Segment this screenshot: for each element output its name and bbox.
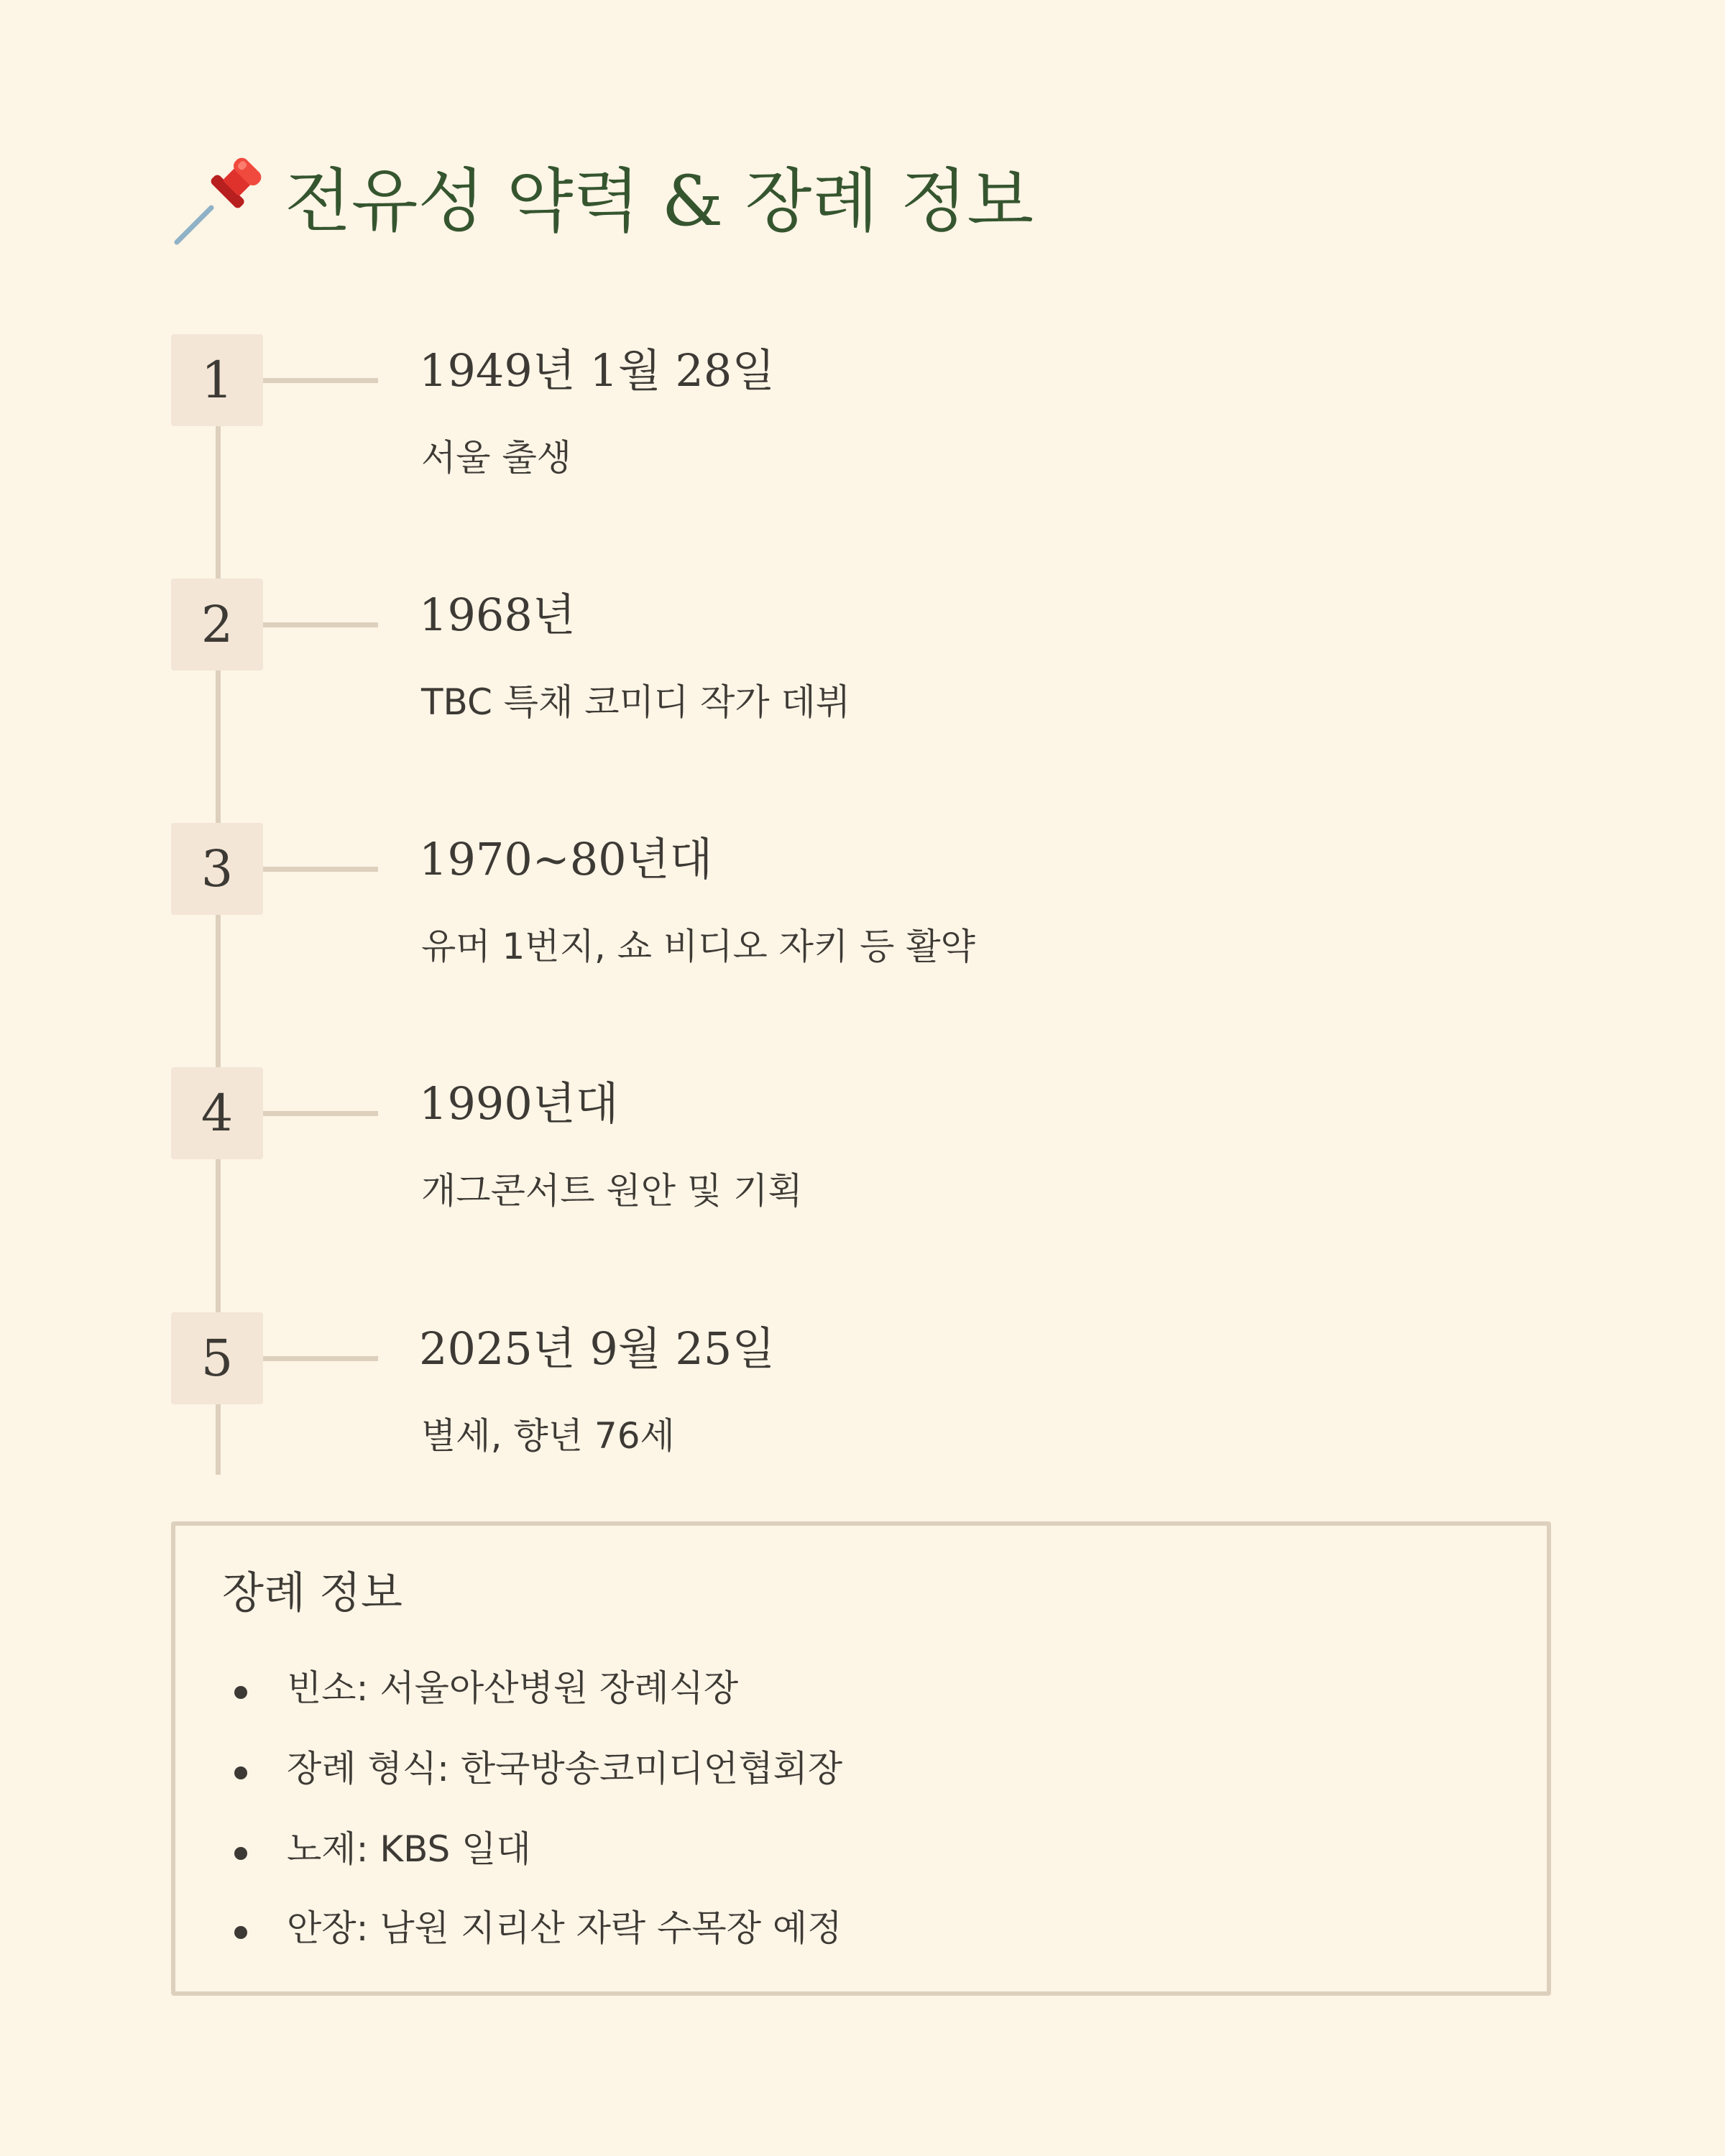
step-date: 1949년 1월 28일	[419, 344, 776, 397]
step-date: 1990년대	[419, 1077, 619, 1130]
funeral-item-text: 노제: KBS 일대	[287, 1828, 531, 1870]
step-description: 별세, 향년 76세	[421, 1415, 675, 1457]
timeline-step	[171, 823, 1537, 1010]
page-title	[171, 151, 1034, 252]
step-connector	[263, 378, 378, 383]
step-connector	[263, 622, 378, 627]
step-number: 4	[171, 1067, 263, 1159]
step-date: 1970~80년대	[419, 833, 713, 885]
step-date: 1968년	[419, 589, 576, 641]
bullet-icon	[234, 1926, 247, 1939]
timeline-step	[171, 1067, 1537, 1254]
step-description: 유머 1번지, 쇼 비디오 자키 등 활약	[421, 926, 975, 967]
step-number: 5	[171, 1312, 263, 1404]
step-number: 3	[171, 823, 263, 915]
step-description: 개그콘서트 원안 및 기획	[421, 1170, 803, 1212]
step-date: 2025년 9월 25일	[419, 1322, 776, 1375]
bullet-icon	[234, 1766, 247, 1779]
funeral-item-text: 장례 형식: 한국방송코미디언협회장	[287, 1748, 843, 1789]
step-number: 1	[171, 334, 263, 426]
step-connector	[263, 1356, 378, 1361]
title-text: 전유성 약력 & 장례 정보	[285, 161, 1034, 241]
step-description: TBC 특채 코미디 작가 데뷔	[421, 681, 851, 723]
step-description: 서울 출생	[421, 437, 572, 479]
timeline-step	[171, 1312, 1537, 1499]
timeline-step	[171, 579, 1537, 765]
funeral-info-box	[171, 1521, 1551, 1996]
bullet-icon	[234, 1686, 247, 1699]
step-number: 2	[171, 579, 263, 671]
step-connector	[263, 1111, 378, 1116]
funeral-item-text: 안장: 남원 지리산 자락 수목장 예정	[287, 1907, 842, 1949]
funeral-item-text: 빈소: 서울아산병원 장례식장	[287, 1667, 739, 1709]
step-connector	[263, 867, 378, 872]
timeline-step	[171, 334, 1537, 521]
bullet-icon	[234, 1847, 247, 1860]
pushpin-icon	[171, 155, 264, 248]
funeral-heading: 장례 정보	[222, 1568, 402, 1618]
